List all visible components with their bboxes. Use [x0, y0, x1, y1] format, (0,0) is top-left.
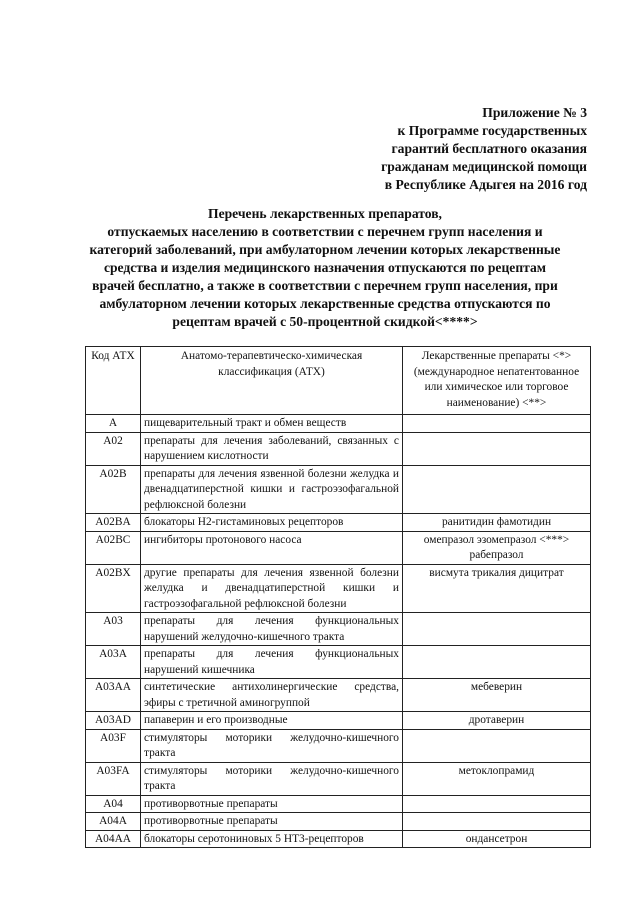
atx-drugs — [403, 432, 591, 465]
table-row — [86, 795, 591, 813]
atx-drugs: дротаверин — [403, 712, 591, 730]
atx-classification: синтетические антихолинергические средства, эфиры с третичной аминогруппой — [141, 679, 403, 712]
title-line: отпускаемых населению в соответствии с перечнем групп населения и — [107, 224, 543, 239]
appendix-line: гарантий бесплатного оказания — [391, 141, 587, 156]
atx-drugs — [403, 795, 591, 813]
table-row — [86, 432, 591, 465]
appendix-line: гражданам медицинской помощи — [381, 159, 587, 174]
title-line: врачей бесплатно, а также в соответствии с перечнем групп населения, при — [92, 278, 558, 293]
atx-code: A — [86, 415, 141, 433]
table-row — [86, 564, 591, 613]
appendix-line: Приложение № 3 — [482, 105, 587, 120]
atx-drugs — [403, 415, 591, 433]
atx-code: A04 — [86, 795, 141, 813]
table-row — [86, 613, 591, 646]
atx-drugs — [403, 646, 591, 679]
atx-classification: стимуляторы моторики желудочно-кишечного тракта — [141, 762, 403, 795]
atx-drugs: омепразол эзомепразол <***> рабепразол — [403, 531, 591, 564]
appendix-heading — [381, 104, 587, 194]
title-line: средства и изделия медицинского назначения отпускаются по рецептам — [103, 260, 547, 275]
atx-code: A02BX — [86, 564, 141, 613]
atx-drugs — [403, 613, 591, 646]
table-header-row — [86, 347, 591, 415]
atx-drugs — [403, 465, 591, 514]
table-row — [86, 712, 591, 730]
title-line: категорий заболеваний, при амбулаторном лечении которых лекарственные — [89, 242, 561, 257]
atx-drugs — [403, 813, 591, 831]
atx-classification: противорвотные препараты — [141, 813, 403, 831]
table-row — [86, 415, 591, 433]
atx-classification: стимуляторы моторики желудочно-кишечного тракта — [141, 729, 403, 762]
atx-code: A03A — [86, 646, 141, 679]
atx-code: A03F — [86, 729, 141, 762]
atx-code: A04A — [86, 813, 141, 831]
table-row — [86, 465, 591, 514]
title-line: рецептам врачей с 50-процентной скидкой<****> — [172, 314, 478, 329]
table-row — [86, 813, 591, 831]
title-line: амбулаторном лечении которых лекарственные средства отпускаются по — [99, 296, 551, 311]
table-row — [86, 729, 591, 762]
atx-classification: препараты для лечения функциональных нарушений желудочно-кишечного тракта — [141, 613, 403, 646]
atx-classification: другие препараты для лечения язвенной болезни желудка и двенадцатиперстной кишки и гастроэзофагальной рефлюксной болезни — [141, 564, 403, 613]
atx-classification: препараты для лечения функциональных нарушений кишечника — [141, 646, 403, 679]
appendix-line: в Республике Адыгея на 2016 год — [384, 177, 587, 192]
header-code: Код АТХ — [86, 347, 141, 415]
table-row — [86, 514, 591, 532]
atx-code: A03AA — [86, 679, 141, 712]
atx-table — [85, 346, 591, 848]
table-row — [86, 679, 591, 712]
atx-code: A03FA — [86, 762, 141, 795]
atx-drugs: мебеверин — [403, 679, 591, 712]
appendix-line: к Программе государственных — [397, 123, 587, 138]
atx-classification: пищеварительный тракт и обмен веществ — [141, 415, 403, 433]
atx-drugs: ранитидин фамотидин — [403, 514, 591, 532]
atx-drugs: ондансетрон — [403, 830, 591, 848]
header-drugs: Лекарственные препараты <*> (международное непатентованное или химическое или торговое наименование) <**> — [403, 347, 591, 415]
document-title — [60, 205, 590, 331]
table-row — [86, 531, 591, 564]
atx-classification: препараты для лечения язвенной болезни желудка и двенадцатиперстной кишки и гастроэзофагальной рефлюксной болезни — [141, 465, 403, 514]
header-classification: Анатомо-терапевтическо-химическая классификация (АТХ) — [141, 347, 403, 415]
atx-classification: препараты для лечения заболеваний, связанных с нарушением кислотности — [141, 432, 403, 465]
atx-drugs: метоклопрамид — [403, 762, 591, 795]
atx-classification: папаверин и его производные — [141, 712, 403, 730]
table-row — [86, 830, 591, 848]
atx-code: A02BC — [86, 531, 141, 564]
atx-drugs: висмута трикалия дицитрат — [403, 564, 591, 613]
atx-classification: блокаторы Н2-гистаминовых рецепторов — [141, 514, 403, 532]
table-row — [86, 762, 591, 795]
atx-code: A02B — [86, 465, 141, 514]
title-line: Перечень лекарственных препаратов, — [208, 206, 442, 221]
atx-code: A03 — [86, 613, 141, 646]
atx-code: A03AD — [86, 712, 141, 730]
atx-code: A04AA — [86, 830, 141, 848]
atx-code: A02 — [86, 432, 141, 465]
table-row — [86, 646, 591, 679]
atx-classification: противорвотные препараты — [141, 795, 403, 813]
atx-classification: ингибиторы протонового насоса — [141, 531, 403, 564]
atx-code: A02BA — [86, 514, 141, 532]
atx-drugs — [403, 729, 591, 762]
atx-classification: блокаторы серотониновых 5 НТ3-рецепторов — [141, 830, 403, 848]
